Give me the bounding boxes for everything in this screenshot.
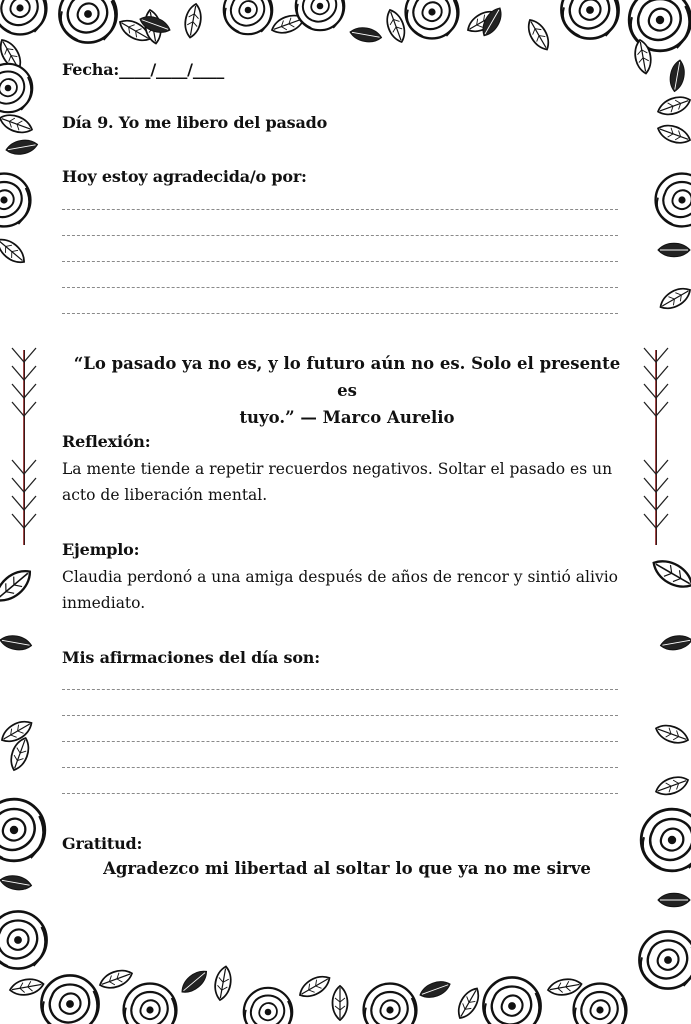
date-blank: ____/____/____ [119, 60, 225, 79]
writing-line [62, 209, 618, 210]
affirmations-prompt: Mis afirmaciones del día son: [62, 648, 320, 667]
gratitude-heading: Gratitud: [62, 834, 143, 853]
writing-line [62, 235, 618, 236]
quote [62, 350, 632, 431]
writing-line [62, 287, 618, 288]
day-title: Día 9. Yo me libero del pasado [62, 113, 328, 132]
writing-line [62, 689, 618, 690]
writing-line [62, 261, 618, 262]
example-text: Claudia perdonó a una amiga después de años de rencor y sintió alivio inmediato. [62, 568, 619, 612]
gratitude-text: Agradezco mi libertad al soltar lo que ya no me sirve [103, 859, 591, 878]
date-label: Fecha: [62, 60, 120, 79]
writing-line [62, 715, 618, 716]
quote-line-1: “Lo pasado ya no es, y lo futuro aún no es. Solo el presente es [73, 354, 621, 400]
writing-line [62, 767, 618, 768]
reflection-heading: Reflexión: [62, 432, 151, 451]
writing-line [62, 741, 618, 742]
reflection-text: La mente tiende a repetir recuerdos negativos. Soltar el pasado es un acto de liberación mental. [62, 460, 613, 504]
writing-line [62, 313, 618, 314]
quote-line-2: tuyo.” — Marco Aurelio [239, 408, 455, 427]
example-heading: Ejemplo: [62, 540, 140, 559]
date-field [62, 60, 224, 79]
writing-line [62, 793, 618, 794]
gratitude-writing-lines [62, 209, 618, 339]
gratitude-prompt: Hoy estoy agradecida/o por: [62, 167, 307, 186]
affirmation-writing-lines [62, 689, 618, 819]
